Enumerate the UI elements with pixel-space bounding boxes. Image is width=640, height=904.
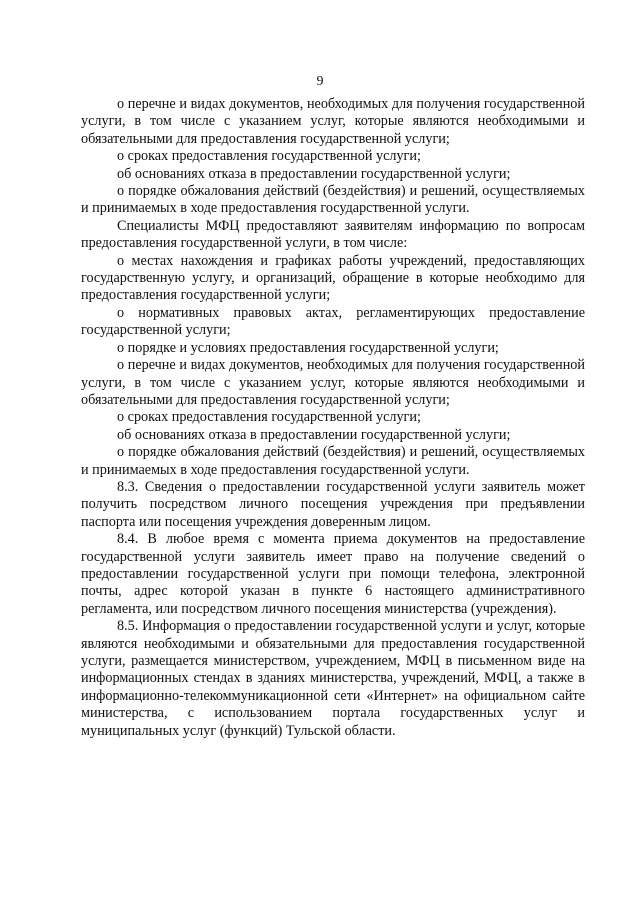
paragraph-list-item: о порядке и условиях предоставления государственной услуги;: [117, 339, 499, 356]
paragraph-list-item: о местах нахождения и графиках работы учреждений, предоставляющих государственную услугу, и организаций, обращение в которые необходимо для предоставления государственной услуги;: [81, 252, 585, 304]
paragraph-intro: Специалисты МФЦ предоставляют заявителям информацию по вопросам предоставления государственной услуги, в том числе:: [81, 217, 585, 252]
paragraph-list-item: о перечне и видах документов, необходимых для получения государственной услуги, в том числе с указанием услуг, которые являются необходимыми и обязательными для предоставления государственной услуги;: [81, 357, 585, 408]
paragraph-clause-8-3: 8.3. Сведения о предоставлении государственной услуги заявитель может получить посредством личного посещения учреждения при предъявлении паспорта или посещения учреждения доверенным лицом.: [81, 478, 585, 530]
paragraph-list-item: о перечне и видах документов, необходимых для получения государственной услуги, в том числе с указанием услуг, которые являются необходимыми и обязательными для предоставления государственной услуги;: [81, 96, 585, 147]
paragraph-list-item: о сроках предоставления государственной услуги;: [117, 148, 421, 165]
paragraph-list-item: о сроках предоставления государственной услуги;: [117, 409, 421, 426]
paragraph-list-item: об основаниях отказа в предоставлении государственной услуги;: [117, 165, 511, 182]
paragraph-list-item: о порядке обжалования действий (бездействия) и решений, осуществляемых и принимаемых в ходе предоставления государственной услуги.: [81, 183, 585, 217]
page-number: 9: [316, 74, 324, 89]
paragraph-list-item: об основаниях отказа в предоставлении государственной услуги;: [117, 426, 511, 443]
document-body: [81, 96, 585, 740]
paragraph-list-item: о порядке обжалования действий (бездействия) и решений, осуществляемых и принимаемых в ходе предоставления государственной услуги.: [81, 444, 585, 478]
paragraph-clause-8-5: 8.5. Информация о предоставлении государственной услуги и услуг, которые являются необходимыми и обязательными для предоставления государственной услуги, размещается министерством, учреждением, МФЦ в письменном виде на информационных стендах в зданиях министерства, учреждений, МФЦ, а также в информационно-телекоммуникационной сети «Интернет» на официальном сайте министерства, с использованием портала государственных услуг и муниципальных услуг (функций) Тульской области.: [81, 618, 585, 739]
paragraph-list-item: о нормативных правовых актах, регламентирующих предоставление государственной услуги;: [81, 304, 585, 339]
paragraph-clause-8-4: 8.4. В любое время с момента приема документов на предоставление государственной услуги заявитель имеет право на получение сведений о предоставлении государственной услуги при помощи телефона, электронной почты, адрес которой указан в пункте 6 настоящего административного регламента, или посредством личного посещения министерства (учреждения).: [81, 531, 585, 617]
